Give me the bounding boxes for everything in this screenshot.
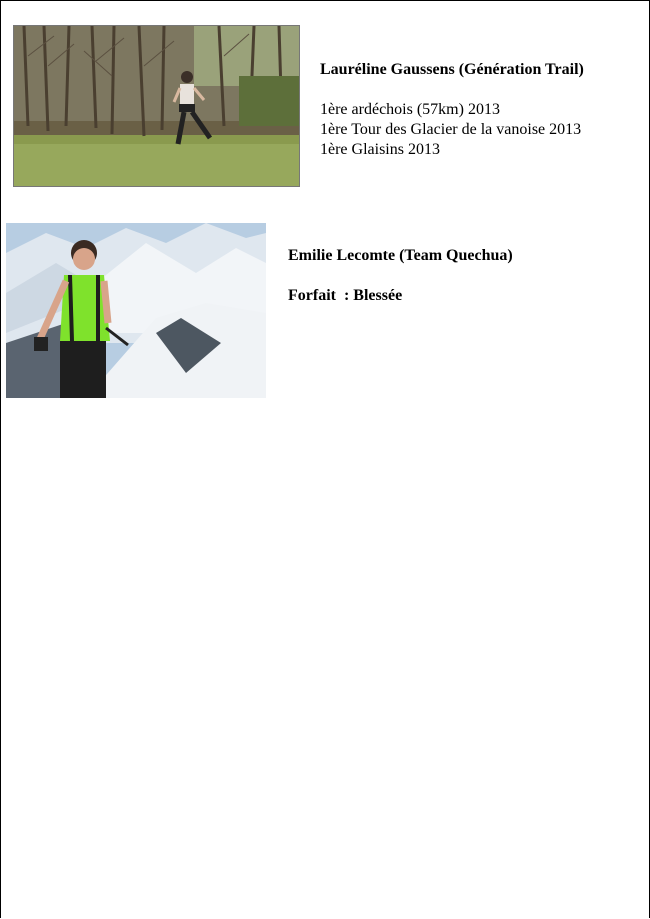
result-line: 1ère Glaisins 2013 (320, 141, 440, 158)
athlete-2-name: Emilie Lecomte (Team Quechua) (288, 247, 513, 264)
athlete-1-name: Lauréline Gaussens (Génération Trail) (320, 61, 584, 78)
athlete-1-info (320, 60, 584, 160)
athlete-2-status: Forfait : Blessée (288, 287, 403, 304)
athlete-2-photo (6, 223, 266, 398)
athlete-1-photo (13, 25, 300, 187)
result-line: 1ère Tour des Glacier de la vanoise 2013 (320, 121, 582, 138)
athlete-1-results (320, 100, 584, 160)
athlete-2-info (288, 246, 513, 306)
result-line: 1ère ardéchois (57km) 2013 (320, 101, 500, 118)
